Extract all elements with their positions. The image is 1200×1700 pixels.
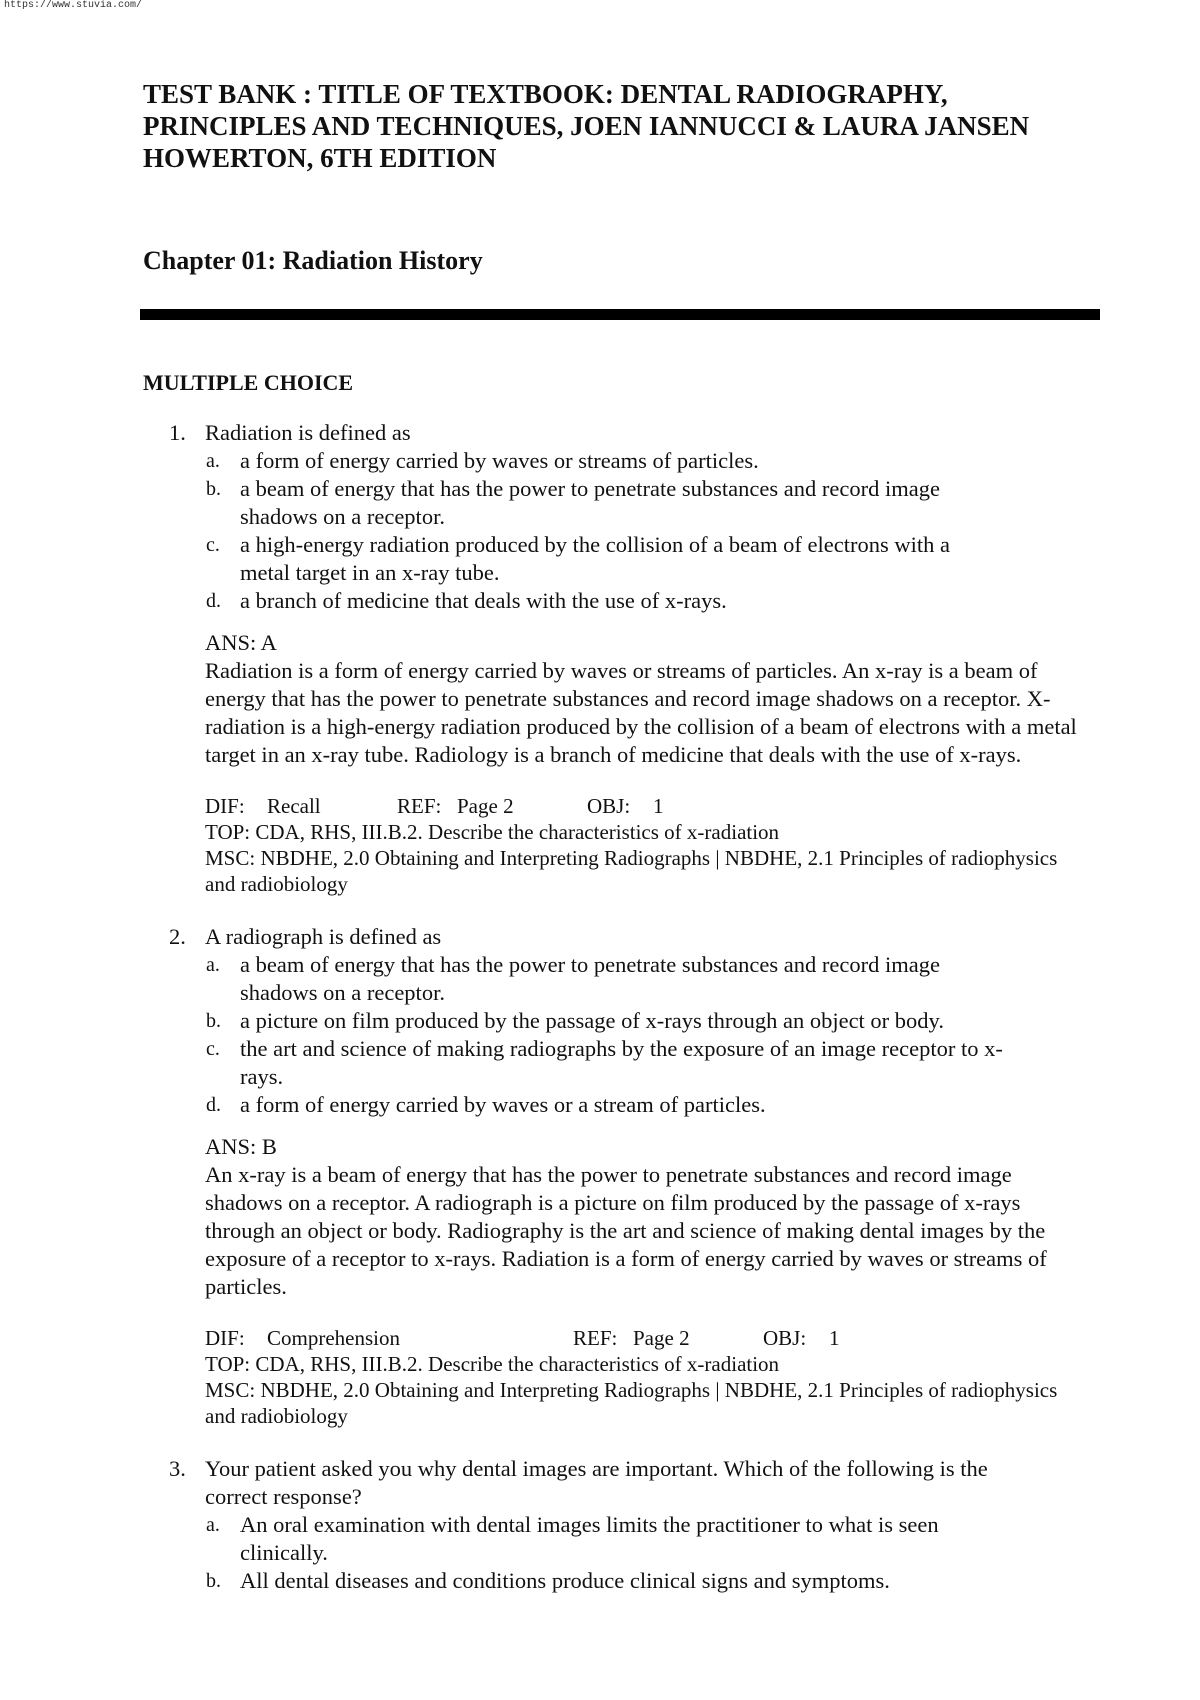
option-letter: c.	[206, 1038, 220, 1060]
option-c	[205, 1035, 1020, 1091]
option-text: a beam of energy that has the power to penetrate substances and record image shadows on a receptor.	[240, 476, 940, 529]
question-number: 1.	[169, 420, 186, 445]
answer-key: ANS: A	[205, 630, 277, 655]
difficulty: Comprehension	[267, 1326, 400, 1350]
option-text: An oral examination with dental images limits the practitioner to what is seen clinically.	[240, 1512, 939, 1565]
reference: Page 2	[457, 794, 514, 818]
option-b	[205, 475, 940, 531]
option-text: a high-energy radiation produced by the collision of a beam of electrons with a metal target in an x-ray tube.	[240, 532, 950, 585]
question-stem: Your patient asked you why dental images are important. Which of the following is the correct response?	[205, 1456, 988, 1509]
option-a	[205, 447, 1103, 475]
objective: 1	[829, 1326, 840, 1350]
option-letter: a.	[206, 1514, 220, 1536]
option-letter: b.	[206, 1010, 221, 1032]
difficulty: Recall	[267, 794, 321, 818]
question-1	[143, 419, 1103, 897]
option-letter: a.	[206, 450, 220, 472]
objective: 1	[653, 794, 664, 818]
option-text: a beam of energy that has the power to penetrate substances and record image shadows on a receptor.	[240, 952, 940, 1005]
option-a	[205, 1511, 980, 1567]
option-letter: d.	[206, 1094, 221, 1116]
reference: Page 2	[633, 1326, 690, 1350]
msc-line: MSC: NBDHE, 2.0 Obtaining and Interpreting Radiographs | NBDHE, 2.1 Principles of radiophysics and radiobiology	[205, 1378, 1058, 1428]
answer-options	[205, 1511, 1103, 1595]
option-letter: d.	[206, 590, 221, 612]
topic-line: TOP: CDA, RHS, III.B.2. Describe the characteristics of x-radiation	[205, 820, 780, 844]
option-letter: b.	[206, 478, 221, 500]
document-page	[143, 78, 1103, 1595]
option-d	[205, 587, 1103, 615]
obj-label: OBJ:	[763, 1326, 807, 1350]
option-d	[205, 1091, 1103, 1119]
dif-ref-obj-row	[205, 793, 1103, 819]
section-heading: MULTIPLE CHOICE	[143, 370, 354, 395]
option-b	[205, 1567, 1103, 1595]
ref-label: REF:	[397, 794, 442, 818]
dif-label: DIF:	[205, 1326, 245, 1350]
answer-options	[205, 447, 1103, 615]
answer-rationale: Radiation is a form of energy carried by waves or streams of particles. An x-ray is a beam of energy that has the power to penetrate substances and record image shadows on a receptor. X-radiation is a high-energy radiation produced by the collision of a beam of electrons with a metal target in an x-ray tube. Radiology is a branch of medicine that deals with the use of x-rays.	[205, 658, 1077, 767]
question-stem: A radiograph is defined as	[205, 924, 442, 949]
question-2	[143, 923, 1103, 1429]
question-number: 2.	[169, 924, 186, 949]
document-title: TEST BANK : TITLE OF TEXTBOOK: DENTAL RADIOGRAPHY, PRINCIPLES AND TECHNIQUES, JOEN IANNUCCI & LAURA JANSEN HOWERTON, 6TH EDITION	[143, 79, 1030, 173]
option-text: All dental diseases and conditions produce clinical signs and symptoms.	[240, 1568, 890, 1593]
msc-line: MSC: NBDHE, 2.0 Obtaining and Interpreting Radiographs | NBDHE, 2.1 Principles of radiophysics and radiobiology	[205, 846, 1058, 896]
option-letter: a.	[206, 954, 220, 976]
question-metadata	[205, 793, 1103, 897]
chapter-heading: Chapter 01: Radiation History	[143, 246, 483, 275]
option-c	[205, 531, 1000, 587]
obj-label: OBJ:	[587, 794, 631, 818]
option-letter: c.	[206, 534, 220, 556]
option-a	[205, 951, 960, 1007]
question-stem: Radiation is defined as	[205, 420, 411, 445]
answer-options	[205, 951, 1103, 1119]
question-3	[143, 1455, 1103, 1595]
option-text: a branch of medicine that deals with the use of x-rays.	[240, 588, 727, 613]
answer-rationale: An x-ray is a beam of energy that has the power to penetrate substances and record image shadows on a receptor. A radiograph is a picture on film produced by the passage of x-rays through an object or body. Radiography is the art and science of making dental images by the exposure of a receptor to x-rays. Radiation is a form of energy carried by waves or streams of particles.	[205, 1162, 1047, 1299]
question-metadata	[205, 1325, 1103, 1429]
option-text: a form of energy carried by waves or streams of particles.	[240, 448, 759, 473]
option-text: the art and science of making radiographs by the exposure of an image receptor to x-rays.	[240, 1036, 1003, 1089]
answer-key: ANS: B	[205, 1134, 277, 1159]
horizontal-rule	[140, 309, 1100, 320]
ref-label: REF:	[573, 1326, 618, 1350]
option-letter: b.	[206, 1570, 221, 1592]
dif-ref-obj-row	[205, 1325, 1103, 1351]
question-number: 3.	[169, 1456, 186, 1481]
source-url: https://www.stuvia.com/	[4, 0, 143, 11]
option-text: a picture on film produced by the passage of x-rays through an object or body.	[240, 1008, 944, 1033]
topic-line: TOP: CDA, RHS, III.B.2. Describe the characteristics of x-radiation	[205, 1352, 780, 1376]
option-b	[205, 1007, 1103, 1035]
option-text: a form of energy carried by waves or a stream of particles.	[240, 1092, 766, 1117]
dif-label: DIF:	[205, 794, 245, 818]
